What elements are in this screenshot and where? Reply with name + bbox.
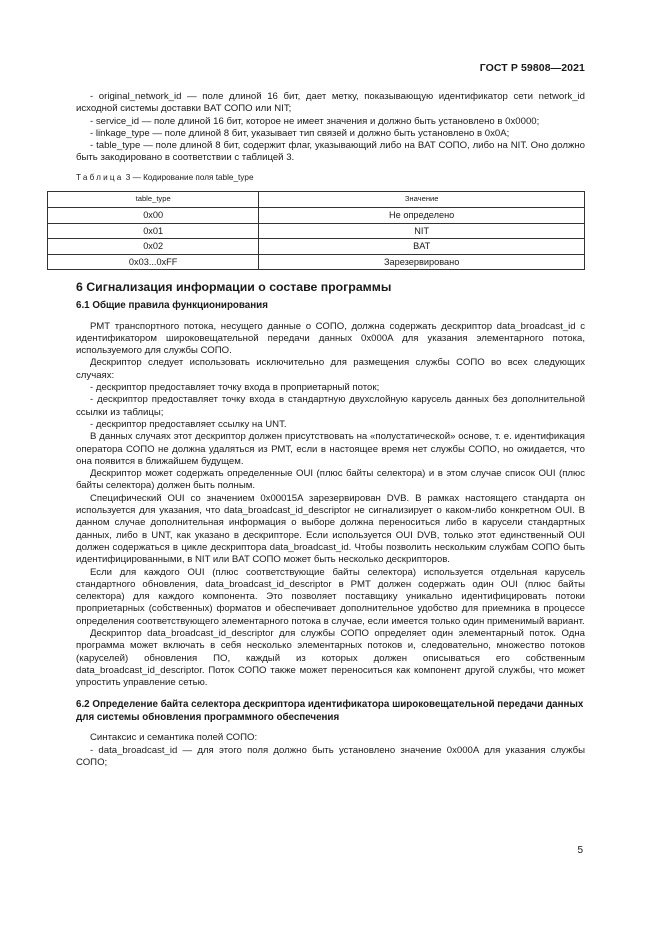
table-cell: 0x00	[48, 208, 259, 224]
paragraph: Дескриптор может содержать определенные OUI (плюс байты селектора) и в этом случае список OUI (плюс байты селектора) должен быть полным.	[76, 468, 585, 492]
list-item: - дескриптор предоставляет точку входа в стандартную двухслойную карусель данных без дополнительной ссылки из таблицы;	[76, 394, 585, 418]
table-header-cell: Значение	[259, 192, 585, 208]
paragraph: Специфический OUI со значением 0x00015A зарезервирован DVB. В рамках настоящего стандарта он используется для указания, что data_broadcast_id_descriptor не сигнализирует о каком-либо конкретном OUI. В данном случае дополнительная информация о выборе должна переноситься либо в карусели стандартных данных, либо в UNT, как указано в дескрипторе. Если используется OUI DVB, только этот единственный OUI должен содержаться в цикле дескриптора data_broadcast_id. Чтобы позволить нескольким службам СОПО быть идентифицированными, в NIT или BAT СОПО может быть несколько дескрипторов.	[76, 492, 585, 566]
paragraph: Синтаксис и семантика полей СОПО:	[90, 732, 258, 744]
document-id: ГОСТ Р 59808—2021	[479, 62, 585, 74]
paragraph: Если для каждого OUI (плюс соответствующие байты селектора) используется отдельная карусель стандартного обновления, data_broadcast_id_descriptor в РМТ должен содержать один OUI (плюс байты селектора) для каждого компонента. Это позволяет поставщику уникально идентифицировать потоки проприетарных (собственных) форматов и обеспечивает дополнительное удобство для приемника в процессе определения соответствующего элементарного потока в случае, если имеется только один применимый вариант.	[76, 566, 585, 627]
table-row	[48, 239, 585, 255]
paragraph: Дескриптор следует использовать исключительно для размещения службы СОПО во всех следующих случаях:	[76, 357, 585, 381]
table-cell: Зарезервировано	[259, 254, 585, 270]
intro-item: - linkage_type — поле длиной 8 бит, указывает тип связей и должно быть установлено в 0x0A;	[90, 127, 510, 139]
page-number: 5	[577, 845, 583, 856]
paragraph: Дескриптор data_broadcast_id_descriptor для службы СОПО определяет один элементарный поток. Одна программа может включать в себя несколько элементарных потоков и, следовательно, множество потоков (каруселей) обновления ПО, каждый из которых должен описываться его собственным data_broadcast_id_descriptor. Поток СОПО также может переноситься как компонент другой службы, что может упростить управление сетью.	[76, 628, 585, 689]
list-item: - data_broadcast_id — для этого поля должно быть установлено значение 0x000A для указания службы СОПО;	[76, 744, 585, 769]
section-6-2-heading: 6.2 Определение байта селектора дескриптора идентификатора широковещательной передачи данных для системы обновления программного обеспечения	[76, 699, 584, 723]
table-cell: 0x03...0xFF	[48, 254, 259, 270]
table-row	[48, 223, 585, 239]
table-cell: NIT	[259, 223, 585, 239]
section-6-1-heading: 6.1 Общие правила функционирования	[76, 300, 268, 312]
table-cell: 0x01	[48, 223, 259, 239]
table-type-encoding	[47, 191, 585, 270]
intro-item: - table_type — поле длиной 8 бит, содержит флаг, указывающий либо на BAT СОПО, либо на NIT. Оно должно быть закодировано в соответствии с таблицей 3.	[76, 140, 585, 164]
section-6-heading: 6 Сигнализация информации о составе программы	[76, 280, 392, 295]
table-cell: BAT	[259, 239, 585, 255]
intro-item: - original_network_id — поле длиной 16 бит, дает метку, показывающую идентификатор сети network_id исходной системы доставки BAT СОПО или NIT;	[76, 91, 585, 115]
table-header-cell: table_type	[48, 192, 259, 208]
table-caption-text: 3 — Кодирование поля table_type	[123, 172, 254, 182]
table-row	[48, 254, 585, 270]
list-item: - дескриптор предоставляет ссылку на UNT.	[90, 418, 287, 430]
table-caption	[76, 172, 585, 184]
table-cell: Не определено	[259, 208, 585, 224]
table-cell: 0x02	[48, 239, 259, 255]
paragraph: РМТ транспортного потока, несущего данные о СОПО, должна содержать дескриптор data_broadcast_id с идентификатором широковещательной передачи данных 0x000A для указания элементарного потока, используемого для службы СОПО.	[76, 320, 585, 357]
paragraph: В данных случаях этот дескриптор должен присутствовать на «полустатической» основе, т. е. идентификация оператора СОПО не должна удаляться из РМТ, если в настоящее время нет службы СОПО, но ожидается, что она появится в ближайшем будущем.	[76, 431, 585, 467]
list-item: - дескриптор предоставляет точку входа в проприетарный поток;	[90, 382, 380, 394]
intro-item: - service_id — поле длиной 16 бит, которое не имеет значения и должно быть установлено в 0x0000;	[90, 115, 540, 127]
page-content	[76, 91, 585, 769]
table-caption-prefix: Таблица	[76, 172, 124, 182]
table-header-row	[48, 192, 585, 208]
table-row	[48, 208, 585, 224]
